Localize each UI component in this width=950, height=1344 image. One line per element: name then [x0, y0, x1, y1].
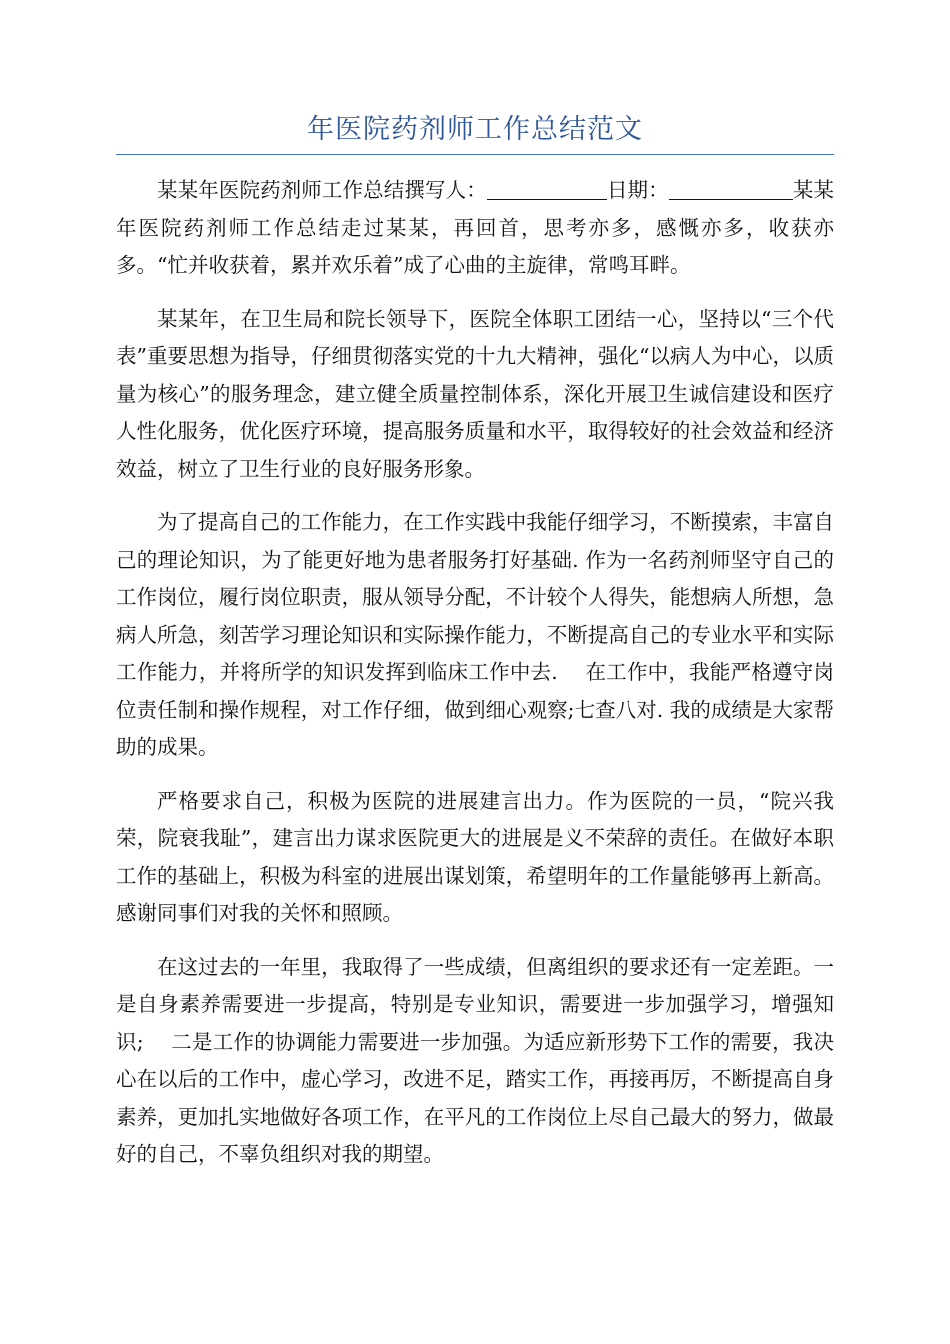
paragraph: 严格要求自己，积极为医院的进展建言出力。作为医院的一员，“院兴我荣，院衰我耻”，建言出力谋求医院更大的进展是义不荣辞的责任。在做好本职工作的基础上，积极为科室的进展出谋划策，希望明年的工作量能够再上新高。感谢同事们对我的关怀和照顾。	[116, 788, 834, 925]
paragraph: 在这过去的一年里，我取得了一些成绩，但离组织的要求还有一定差距。一是自身素养需要进一步提高，特别是专业知识，需要进一步加强学习，增强知识; 二是工作的协调能力需要进一步加强。为适应新形势下工作的需要，我决心在以后的工作中，虚心学习，改进不足，踏实工作，再接再厉，不断提高自身素养，更加扎实地做好各项工作，在平凡的工作岗位上尽自己最大的努力，做最好的自己，不辜负组织对我的期望。	[116, 954, 834, 1166]
date-blank	[669, 179, 793, 201]
document-title: 年医院药剂师工作总结范文	[307, 114, 643, 145]
intro-text: 某某年医院药剂师工作总结走过某某，再回首，思考亦多，感慨亦多，收获亦多。“忙并收获着，累并欢乐着”成了心曲的主旋律，常鸣耳畔。	[116, 178, 835, 277]
paragraph: 某某年，在卫生局和院长领导下，医院全体职工团结一心，坚持以“三个代表”重要思想为指导，仔细贯彻落实党的十九大精神，强化“以病人为中心，以质量为核心”的服务理念，建立健全质量控制体系，深化开展卫生诚信建设和医疗人性化服务，优化医疗环境，提高服务质量和水平，取得较好的社会效益和经济效益，树立了卫生行业的良好服务形象。	[116, 306, 834, 481]
title-underline	[116, 154, 834, 155]
intro-paragraph	[116, 172, 834, 285]
paragraph: 为了提高自己的工作能力，在工作实践中我能仔细学习，不断摸索，丰富自己的理论知识，为了能更好地为患者服务打好基础. 作为一名药剂师坚守自己的工作岗位，履行岗位职责，服从领导分配，不计较个人得失，能想病人所想，急病人所急，刻苦学习理论知识和实际操作能力，不断提高自己的专业水平和实际工作能力，并将所学的知识发挥到临床工作中去. 在工作中，我能严格遵守岗位责任制和操作规程，对工作仔细，做到细心观察;七查八对. 我的成绩是大家帮助的成果。	[116, 510, 834, 759]
author-blank	[487, 179, 607, 201]
date-label: 日期：	[606, 178, 669, 202]
document-body	[116, 172, 834, 1174]
author-label: 某某年医院药剂师工作总结撰写人：	[157, 178, 487, 202]
